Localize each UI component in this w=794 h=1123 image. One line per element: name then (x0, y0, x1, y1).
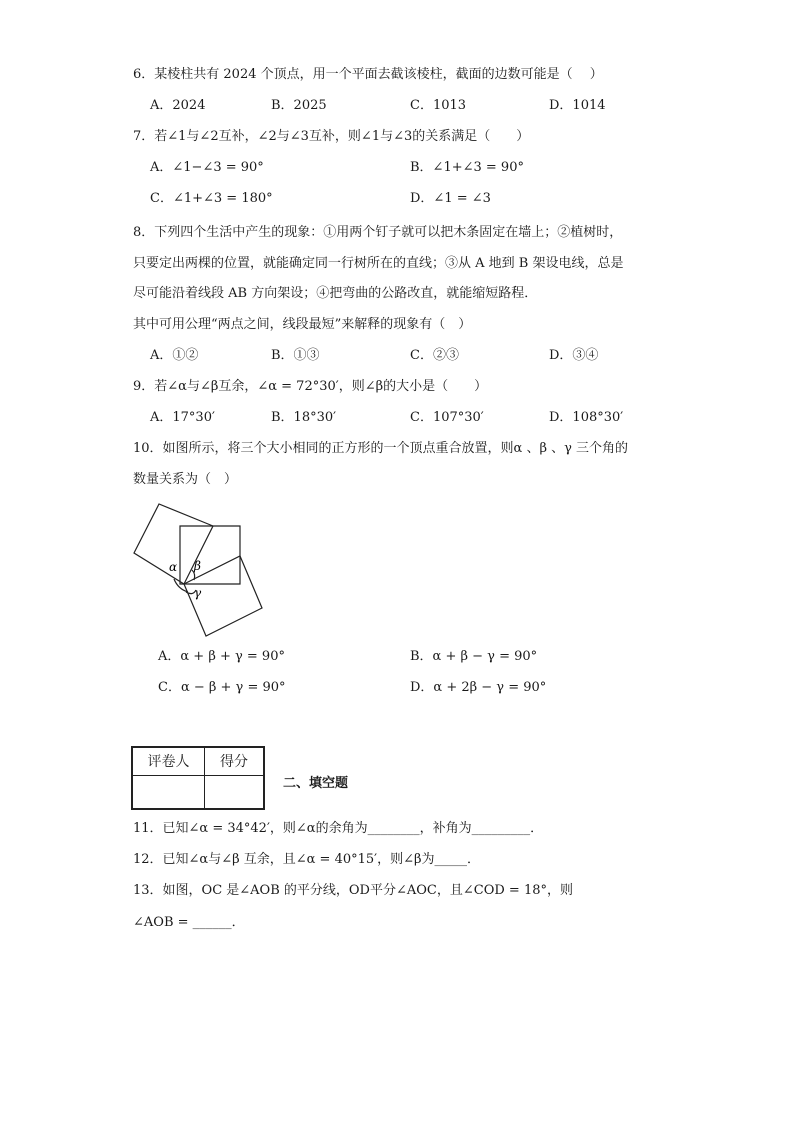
question-10-line-2: 数量关系为（ ） (133, 472, 238, 487)
question-10-line-1: 10．如图所示，将三个大小相同的正方形的一个顶点重合放置，则α 、β 、γ 三个角的 (133, 441, 629, 456)
gamma-label: γ (194, 586, 202, 600)
q10-option-a: A．α + β + γ = 90° (158, 649, 285, 664)
question-8-line-2: 只要定出两棵的位置，就能确定同一行树所在的直线；③从 A 地到 B 架设电线，总是 (133, 256, 624, 271)
q9-option-c: C．107°30′ (410, 410, 484, 425)
q8-option-b: B．①③ (271, 348, 320, 363)
question-8-line-4: 其中可用公理“两点之间，线段最短”来解释的现象有（ ） (133, 317, 472, 332)
question-9-text: 9．若∠α与∠β互余，∠α = 72°30′，则∠β的大小是（ ） (133, 379, 488, 394)
q10-option-d: D．α + 2β − γ = 90° (410, 680, 547, 695)
beta-label: β (194, 559, 201, 573)
q9-option-b: B．18°30′ (271, 410, 337, 425)
question-12-text: 12．已知∠α与∠β 互余，且∠α = 40°15′，则∠β为_____． (133, 852, 481, 867)
q9-option-a: A．17°30′ (150, 410, 215, 425)
grader-header: 评卷人 (133, 748, 205, 776)
score-header: 得分 (205, 748, 263, 776)
section-title: 二、填空题 (283, 776, 349, 791)
q6-option-a: A．2024 (150, 98, 206, 113)
score-cell (205, 776, 263, 808)
alpha-label: α (169, 560, 178, 574)
question-13-line-1: 13．如图，OC 是∠AOB 的平分线，OD平分∠AOC，且∠COD = 18°，则 (133, 883, 573, 898)
question-6-text: 6．某棱柱共有 2024 个顶点，用一个平面去截该棱柱，截面的边数可能是（ ） (133, 67, 603, 82)
q8-option-a: A．①② (150, 348, 199, 363)
q7-option-c: C．∠1+∠3 = 180° (150, 191, 273, 206)
q7-option-d: D．∠1 = ∠3 (410, 191, 491, 206)
q7-option-a: A．∠1−∠3 = 90° (150, 160, 264, 175)
q8-option-c: C．②③ (410, 348, 459, 363)
question-7-text: 7．若∠1与∠2互补，∠2与∠3互补，则∠1与∠3的关系满足（ ） (133, 129, 530, 144)
question-11-text: 11．已知∠α = 34°42′，则∠α的余角为________，补角为_________． (133, 821, 544, 836)
q10-option-c: C．α − β + γ = 90° (158, 680, 286, 695)
q9-option-d: D．108°30′ (549, 410, 624, 425)
score-table (131, 746, 265, 810)
q7-option-b: B．∠1+∠3 = 90° (410, 160, 524, 175)
three-squares-figure (130, 500, 270, 640)
q10-option-b: B．α + β − γ = 90° (410, 649, 538, 664)
question-13-line-2: ∠AOB = ______． (133, 915, 245, 930)
grader-cell (133, 776, 205, 808)
q6-option-b: B．2025 (271, 98, 327, 113)
q6-option-d: D．1014 (549, 98, 606, 113)
q8-option-d: D．③④ (549, 348, 599, 363)
question-8-line-1: 8．下列四个生活中产生的现象：①用两个钉子就可以把木条固定在墙上；②植树时， (133, 225, 623, 240)
question-8-line-3: 尽可能沿着线段 AB 方向架设；④把弯曲的公路改直，就能缩短路程． (133, 286, 538, 301)
q6-option-c: C．1013 (410, 98, 467, 113)
